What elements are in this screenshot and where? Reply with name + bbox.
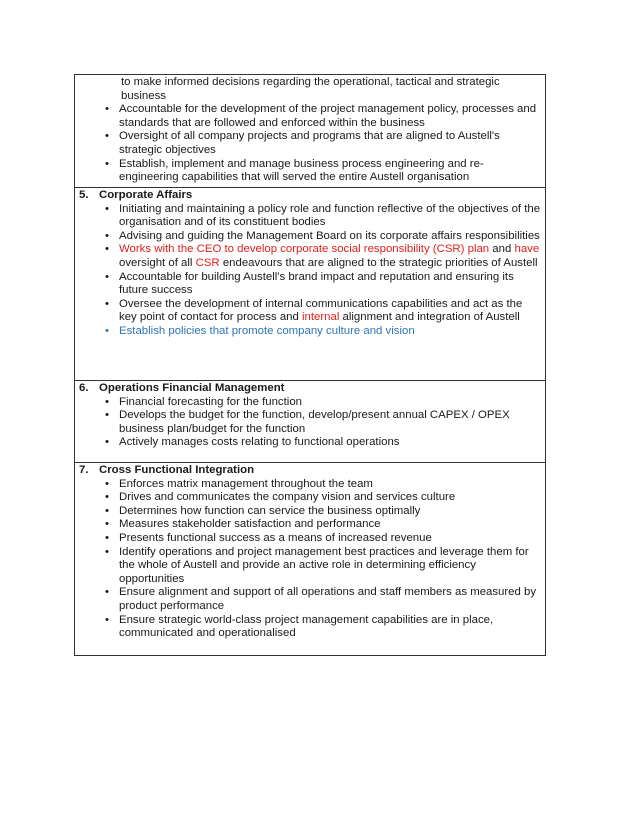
table-row (75, 463, 546, 656)
bullet-list (79, 203, 541, 339)
section-heading (79, 464, 541, 478)
section-heading (79, 382, 541, 396)
section-title: Cross Functional Integration (99, 464, 255, 476)
cross-functional-section (75, 463, 545, 655)
plain-text: Oversee the development of internal communications capabilities and act as the key point of contact for process and (119, 297, 523, 324)
list-item: • Initiating and maintaining a policy role and function reflective of the objectives of the organisation and of its constituent bodies (79, 203, 541, 230)
corporate-affairs-section (75, 188, 545, 380)
continuation-lead-text: to make informed decisions regarding the operational, tactical and strategic business (121, 76, 500, 102)
list-item (79, 325, 541, 339)
responsibilities-table (74, 74, 546, 656)
table-cell (75, 75, 546, 188)
section-number: 5. (79, 189, 89, 201)
list-item: • Develops the budget for the function, develop/present annual CAPEX / OPEX business plan/budget for the function (79, 409, 541, 436)
red-text: internal (301, 311, 340, 324)
plain-text: alignment and integration of Austell (339, 311, 520, 324)
list-item: • Accountable for building Austell's brand impact and reputation and ensuring its future success (79, 271, 541, 298)
list-item: • Accountable for the development of the project management policy, processes and standards that are followed and enforced within the business (79, 103, 541, 130)
list-item (79, 243, 541, 270)
list-item: • Ensure alignment and support of all operations and staff members as measured by product performance (79, 586, 541, 613)
section-heading (79, 189, 541, 203)
table-cell (75, 188, 546, 381)
section-number: 7. (79, 464, 89, 476)
list-item: • Oversight of all company projects and programs that are aligned to Austell's strategic objectives (79, 130, 541, 157)
plain-text: oversight of all (119, 256, 196, 269)
bullet-list (79, 396, 541, 450)
bullet-list (79, 478, 541, 641)
table-cell (75, 381, 546, 463)
section-title: Operations Financial Management (99, 382, 285, 394)
list-item: • Determines how function can service the business optimally (79, 505, 541, 519)
section-number: 6. (79, 382, 89, 394)
blue-text: Establish policies that promote company culture and vision (119, 324, 415, 337)
plain-text: and (489, 243, 515, 256)
list-item: • Measures stakeholder satisfaction and performance (79, 518, 541, 532)
section-title: Corporate Affairs (99, 189, 193, 201)
bullet-list (79, 103, 541, 185)
list-item: • Financial forecasting for the function (79, 396, 541, 410)
table-row (75, 381, 546, 463)
list-item: • Drives and communicates the company vision and services culture (79, 491, 541, 505)
red-text: CSR (195, 256, 220, 269)
operations-financial-section (75, 381, 545, 462)
list-item: • Enforces matrix management throughout the team (79, 478, 541, 492)
plain-text: endeavours that are aligned to the strategic priorities of Austell (219, 256, 538, 269)
continuation-section (75, 75, 545, 187)
red-text: have (514, 243, 540, 256)
list-item: • Establish, implement and manage business process engineering and re-engineering capabilities that will served the entire Austell organisation (79, 158, 541, 185)
list-item: • Identify operations and project management best practices and leverage them for the whole of Austell and provide an active role in determining efficiency opportunities (79, 546, 541, 587)
list-item: • Advising and guiding the Management Board on its corporate affairs responsibilities (79, 230, 541, 244)
table-row (75, 188, 546, 381)
list-item: • Actively manages costs relating to functional operations (79, 436, 541, 450)
table-row (75, 75, 546, 188)
list-item (79, 298, 541, 325)
list-item: • Ensure strategic world-class project management capabilities are in place, communicated and operationalised (79, 614, 541, 641)
table-cell (75, 463, 546, 656)
red-text: Works with the CEO to develop corporate social responsibility (CSR) plan (119, 243, 490, 256)
list-item: • Presents functional success as a means of increased revenue (79, 532, 541, 546)
